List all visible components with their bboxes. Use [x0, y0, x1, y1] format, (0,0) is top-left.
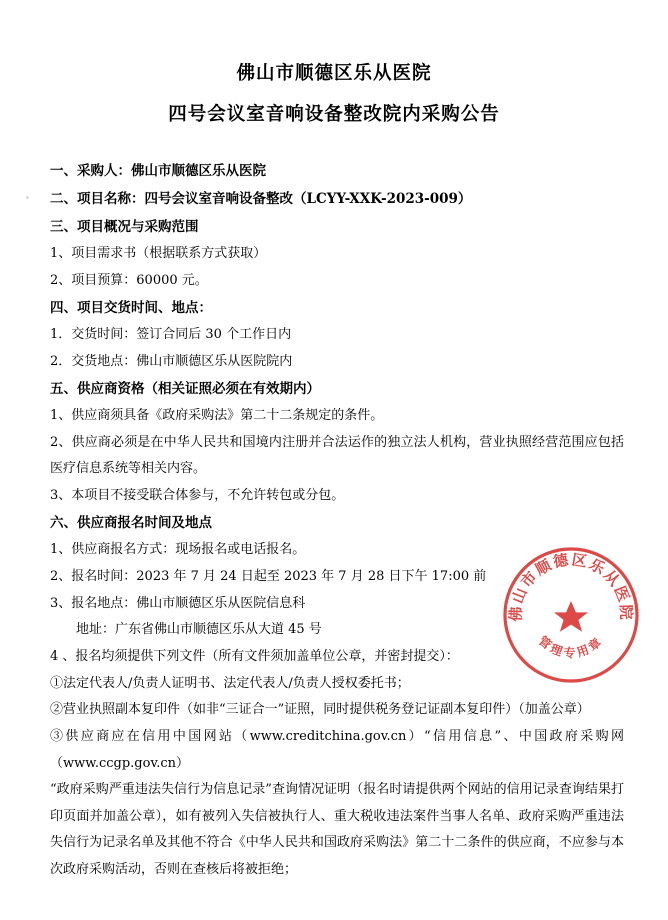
item-delivery-time: 1．交货时间：签订合同后 30 个工作日内 [50, 327, 292, 343]
item-qualification-2: 2、供应商必须是在中华人民共和国境内注册并合法运作的独立法人机构，营业执照经营范围应包括医疗信息系统等相关内容。 [50, 434, 624, 477]
section-heading-purchaser: 一、采购人：佛山市顺德区乐从医院 [50, 163, 266, 180]
item-doc-2: ②营业执照副本复印件（如非“三证合一”证照，同时提供税务登记证副本复印件）（加盖公章） [50, 702, 590, 718]
section-heading-project-name: 二、项目名称：四号会议室音响设备整改（LCYY-XXK-2023-009） [50, 190, 472, 207]
title-line-2: 四号会议室音响设备整改院内采购公告 [168, 104, 500, 126]
section-heading-overview: 三、项目概况与采购范围 [50, 218, 199, 235]
item-registration-place: 3、报名地点：佛山市顺德区乐从医院信息科 [50, 595, 306, 611]
item-credit-statement: “政府采购严重违法失信行为信息记录”查询情况证明（报名时请提供两个网站的信用记录查询结果打印页面并加盖公章），如有被列入失信被执行人、重大税收违法案件当事人名单、政府采购严重违法失信行为记录名单及其他不符合《中华人民共和国政府采购法》第二十二条件的供应商，不应参与本次政府采购活动，否则在查核后将被拒绝； [50, 782, 624, 878]
item-qualification-1: 1、供应商须具备《政府采购法》第二十二条规定的条件。 [50, 408, 384, 424]
item-doc-3: ③供应商应在信用中国网站（www.creditchina.gov.cn）“信用信息”、中国政府采购网（www.ccgp.gov.cn） [50, 728, 624, 771]
item-delivery-place: 2．交货地点：佛山市顺德区乐从医院院内 [50, 353, 293, 369]
item-required-documents: 4 、报名均须提供下列文件（所有文件须加盖单位公章，并密封提交）： [50, 649, 459, 664]
item-requirement-doc: 1、项目需求书（根据联系方式获取） [50, 246, 267, 262]
item-doc-1: ①法定代表人/负责人证明书、法定代表人/负责人授权委托书； [50, 675, 410, 691]
svg-text:佛山市顺德区乐从医院: 佛山市顺德区乐从医院 [506, 550, 636, 622]
item-registration-method: 1、供应商报名方式：现场报名或电话报名。 [50, 542, 306, 558]
document-body [44, 158, 624, 883]
page-title [44, 56, 624, 132]
section-heading-registration: 六、供应商报名时间及地点 [50, 514, 212, 531]
section-heading-qualification: 五、供应商资格（相关证照必须在有效期内） [50, 380, 320, 397]
item-registration-time: 2、报名时间：2023 年 7 月 24 日起至 2023 年 7 月 28 日下午 17:00 前 [50, 569, 487, 585]
title-line-1: 佛山市顺德区乐从医院 [236, 63, 432, 84]
item-registration-address: 地址：广东省佛山市顺德区乐从大道 45 号 [76, 622, 322, 638]
item-qualification-3: 3、本项目不接受联合体参与，不允许转包或分包。 [50, 488, 345, 504]
page-mark [26, 196, 29, 199]
item-budget: 2、项目预算：60000 元。 [50, 272, 208, 288]
section-heading-delivery: 四、项目交货时间、地点： [50, 299, 212, 316]
svg-text:管理专用章: 管理专用章 [535, 633, 607, 660]
